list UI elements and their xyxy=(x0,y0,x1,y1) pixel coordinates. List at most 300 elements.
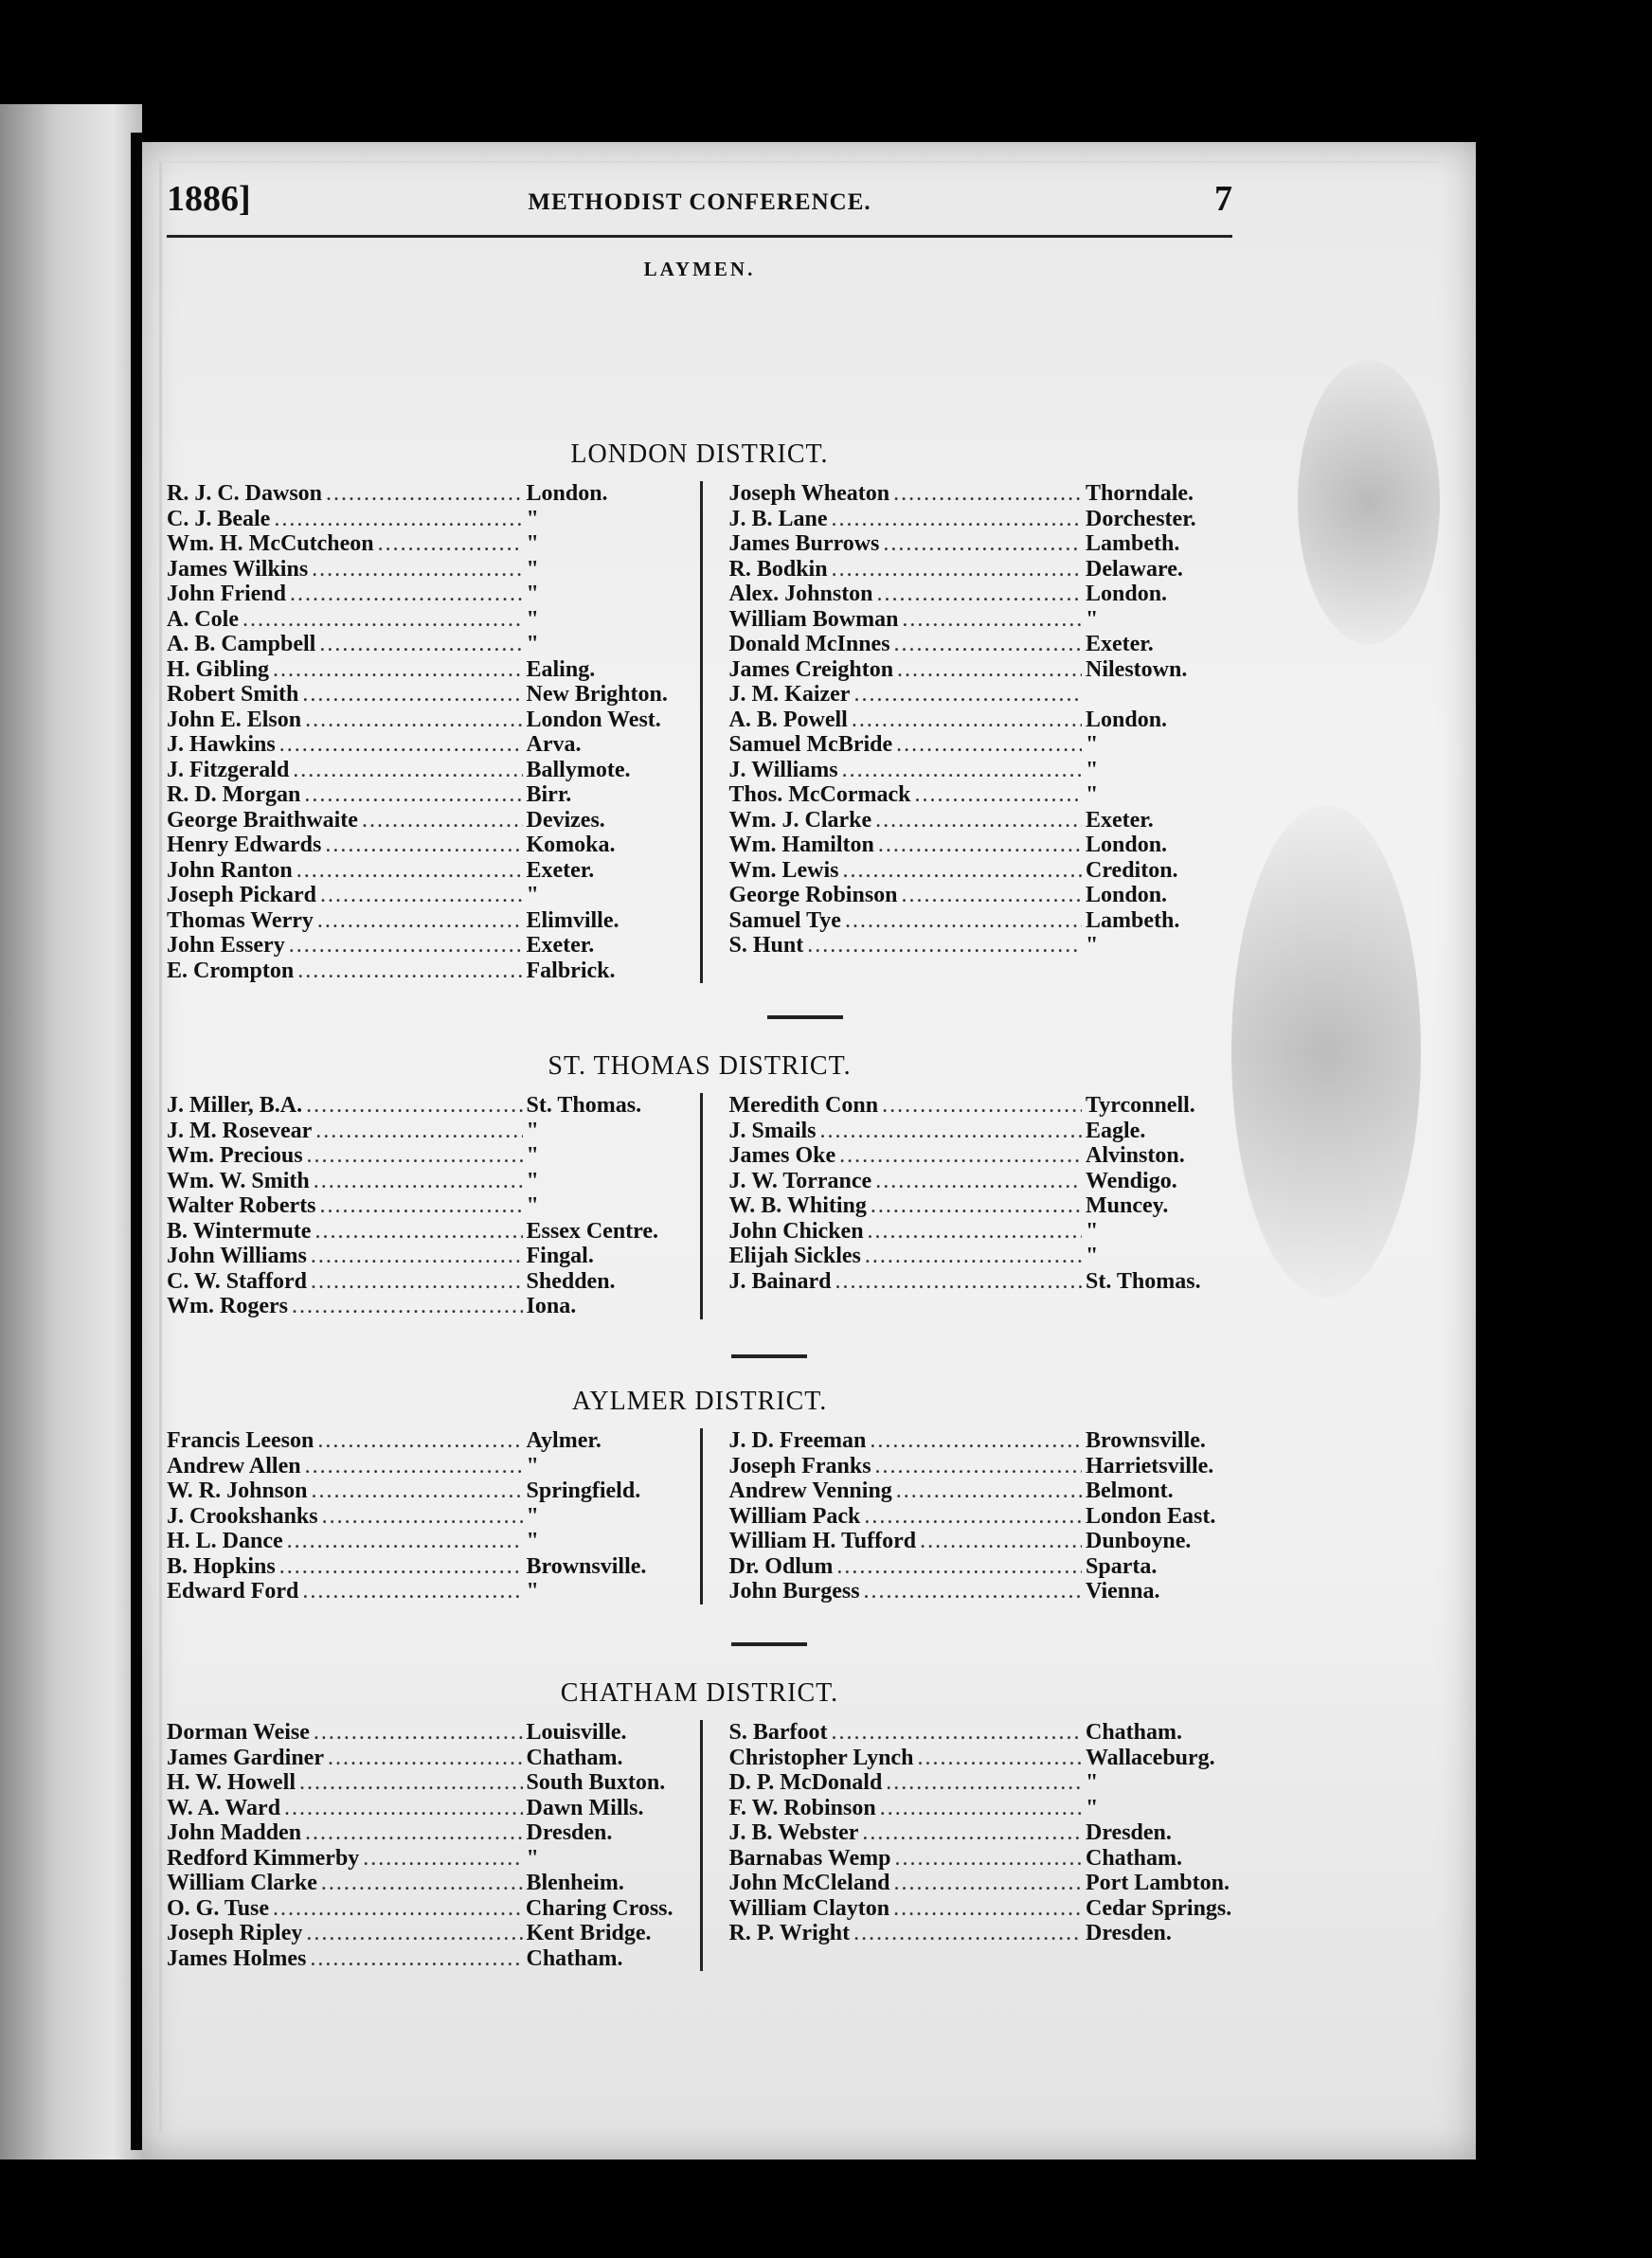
member-name: Wm. H. McCutcheon xyxy=(167,531,374,556)
member-place: " xyxy=(526,1143,539,1168)
member-place: " xyxy=(526,582,539,606)
member-place: " xyxy=(1086,1218,1099,1244)
member-row xyxy=(167,1504,673,1530)
leader-dots xyxy=(871,1193,1082,1218)
member-place: Alvinston. xyxy=(1086,1143,1185,1168)
member-name: F. W. Robinson xyxy=(728,1795,876,1820)
leader-dots xyxy=(897,657,1082,682)
member-place: " xyxy=(526,506,539,531)
member-name: J. B. Lane xyxy=(728,506,828,531)
member-place: St. Thomas. xyxy=(1086,1268,1201,1294)
member-row xyxy=(167,732,673,758)
member-row xyxy=(729,607,1233,633)
header-title: METHODIST CONFERENCE. xyxy=(528,189,871,215)
leader-dots xyxy=(868,1219,1082,1244)
district-title: ST. THOMAS DISTRICT. xyxy=(548,1051,852,1081)
member-place: " xyxy=(526,531,539,556)
leader-dots xyxy=(290,582,522,606)
leader-dots xyxy=(880,1796,1082,1820)
member-row xyxy=(167,833,673,858)
member-name: Christopher Lynch xyxy=(728,1745,914,1770)
member-place: Chatham. xyxy=(1086,1845,1183,1871)
member-name: Robert Smith xyxy=(167,682,299,707)
member-place: " xyxy=(1086,1770,1099,1795)
leader-dots xyxy=(299,1770,522,1795)
leader-dots xyxy=(273,657,522,682)
member-name: Samuel Tye xyxy=(728,907,841,933)
member-place: " xyxy=(526,1193,539,1218)
member-name: Meredith Conn xyxy=(728,1093,879,1118)
leader-dots xyxy=(296,858,523,883)
member-name: John Chicken xyxy=(728,1218,864,1244)
member-place: Tyrconnell. xyxy=(1086,1093,1195,1118)
member-row xyxy=(167,1294,673,1319)
leader-dots xyxy=(305,1454,523,1478)
member-row xyxy=(167,858,673,884)
member-row xyxy=(167,531,673,557)
member-name: James Creighton xyxy=(728,656,894,682)
member-place: Nilestown. xyxy=(1086,656,1188,682)
member-columns xyxy=(167,1428,1232,1604)
leader-dots xyxy=(306,1093,522,1118)
leader-dots xyxy=(862,1820,1082,1845)
member-name: John McCleland xyxy=(728,1871,890,1895)
member-place: Shedden. xyxy=(526,1268,616,1294)
member-place: " xyxy=(526,1503,539,1529)
leader-dots xyxy=(279,1554,523,1579)
member-row xyxy=(729,933,1233,959)
member-row xyxy=(729,1921,1233,1946)
member-row xyxy=(729,1193,1233,1219)
member-row xyxy=(729,1529,1233,1554)
member-place: " xyxy=(1086,782,1099,807)
member-place: Exeter. xyxy=(526,857,595,883)
member-place: London. xyxy=(526,481,608,506)
member-row xyxy=(167,883,673,908)
member-place: Brownsville. xyxy=(1086,1428,1206,1453)
member-name: Wm. Precious xyxy=(167,1143,303,1168)
member-place: Falbrick. xyxy=(526,958,616,983)
member-row xyxy=(167,582,673,607)
leader-dots xyxy=(843,858,1083,883)
member-row xyxy=(729,507,1233,532)
member-name: J. Williams xyxy=(728,757,838,782)
leader-dots xyxy=(835,1269,1082,1294)
member-column-right xyxy=(700,481,1233,983)
member-name: W. B. Whiting xyxy=(728,1193,867,1218)
member-row xyxy=(729,1746,1233,1771)
member-row xyxy=(729,1269,1233,1295)
member-name: J. D. Freeman xyxy=(728,1428,867,1453)
leader-dots xyxy=(883,531,1082,556)
section-divider xyxy=(731,1354,807,1358)
running-header xyxy=(167,178,1232,238)
member-column-right xyxy=(700,1428,1233,1604)
member-name: James Holmes xyxy=(167,1945,307,1971)
member-row xyxy=(729,682,1233,708)
member-place: " xyxy=(526,1453,539,1478)
member-name: W. A. Ward xyxy=(167,1795,281,1820)
member-name: J. Fitzgerald xyxy=(167,757,290,782)
member-name: Wm. W. Smith xyxy=(167,1168,310,1193)
leader-dots xyxy=(311,1244,523,1268)
member-name: William Clarke xyxy=(167,1871,317,1895)
leader-dots xyxy=(305,708,522,732)
member-place: Charing Cross. xyxy=(525,1895,673,1921)
member-row xyxy=(729,1428,1233,1454)
member-name: Elijah Sickles xyxy=(728,1244,861,1268)
member-name: R. P. Wright xyxy=(728,1921,851,1945)
member-row xyxy=(167,1820,673,1846)
leader-dots xyxy=(319,632,522,656)
member-row xyxy=(729,1846,1233,1872)
leader-dots xyxy=(832,557,1082,582)
member-row xyxy=(167,481,673,507)
leader-dots xyxy=(315,1119,522,1143)
member-name: H. W. Howell xyxy=(167,1770,296,1795)
member-row xyxy=(729,833,1233,858)
member-name: William Pack xyxy=(728,1503,861,1529)
member-place: London West. xyxy=(526,707,661,732)
leader-dots xyxy=(902,607,1082,632)
member-row xyxy=(167,1921,673,1946)
leader-dots xyxy=(363,1846,522,1871)
leader-dots xyxy=(875,1169,1082,1193)
member-column-left xyxy=(167,1428,700,1604)
member-row xyxy=(167,1428,673,1454)
member-name: Andrew Allen xyxy=(167,1453,301,1478)
member-row xyxy=(729,1143,1233,1169)
member-place: Vienna. xyxy=(1086,1579,1160,1604)
member-place: Delaware. xyxy=(1086,556,1183,582)
member-row xyxy=(167,1143,673,1169)
leader-dots xyxy=(893,481,1082,506)
member-name: A. Cole xyxy=(167,606,239,632)
leader-dots xyxy=(836,1554,1082,1579)
member-row xyxy=(729,908,1233,934)
leader-dots xyxy=(287,1529,523,1553)
leader-dots xyxy=(317,1428,522,1453)
member-place: Dorchester. xyxy=(1086,506,1196,531)
member-name: Thomas Werry xyxy=(167,907,314,933)
member-row xyxy=(167,959,673,984)
member-place: Arva. xyxy=(526,732,582,757)
member-name: O. G. Tuse xyxy=(167,1895,270,1921)
member-row xyxy=(729,782,1233,808)
member-name: Barnabas Wemp xyxy=(728,1845,891,1871)
member-place: Dunboyne. xyxy=(1086,1529,1192,1553)
member-place: " xyxy=(1086,757,1099,782)
member-name: Joseph Franks xyxy=(728,1453,871,1478)
member-place: Dresden. xyxy=(1086,1921,1172,1945)
member-place: Harrietsville. xyxy=(1086,1453,1214,1478)
member-place: Dawn Mills. xyxy=(526,1795,644,1820)
member-place: Louisville. xyxy=(526,1720,627,1745)
member-place: " xyxy=(526,1529,539,1553)
member-row xyxy=(729,883,1233,908)
leader-dots xyxy=(292,1294,523,1318)
member-place: Essex Centre. xyxy=(526,1218,659,1244)
member-name: R. J. C. Dawson xyxy=(167,481,323,506)
member-name: Wm. Hamilton xyxy=(728,833,874,857)
leader-dots xyxy=(321,1871,523,1895)
member-row xyxy=(167,1746,673,1771)
member-row xyxy=(167,607,673,633)
member-row xyxy=(729,1896,1233,1922)
member-place: " xyxy=(526,606,539,632)
member-row xyxy=(729,858,1233,884)
member-row xyxy=(167,1770,673,1796)
member-columns xyxy=(167,1093,1232,1319)
district-london xyxy=(167,438,1232,983)
member-place: Blenheim. xyxy=(526,1871,624,1895)
member-place: " xyxy=(526,1118,539,1143)
member-row xyxy=(729,632,1233,657)
member-name: George Robinson xyxy=(728,883,898,907)
member-name: C. J. Beale xyxy=(167,506,271,531)
member-row xyxy=(729,808,1233,833)
member-name: Dr. Odlum xyxy=(728,1553,834,1579)
member-column-left xyxy=(167,1720,700,1971)
member-name: Joseph Wheaton xyxy=(728,481,890,506)
member-place: " xyxy=(526,1168,539,1193)
member-name: William H. Tufford xyxy=(728,1529,917,1553)
member-place: Chatham. xyxy=(1086,1720,1183,1745)
member-name: H. Gibling xyxy=(167,656,270,682)
member-name: James Wilkins xyxy=(167,556,309,582)
member-row xyxy=(729,1579,1233,1604)
member-column-right xyxy=(700,1720,1233,1971)
member-place: New Brighton. xyxy=(526,682,668,707)
member-place: Brownsville. xyxy=(526,1553,647,1579)
leader-dots xyxy=(882,1093,1082,1118)
member-place: Thorndale. xyxy=(1086,481,1194,506)
member-row xyxy=(729,1720,1233,1746)
leader-dots xyxy=(307,1143,523,1168)
member-place: Springfield. xyxy=(526,1478,641,1503)
section-divider xyxy=(731,1642,807,1646)
member-row xyxy=(167,632,673,657)
leader-dots xyxy=(274,507,522,531)
member-name: A. B. Campbell xyxy=(167,632,316,656)
district-aylmer xyxy=(167,1385,1232,1604)
member-row xyxy=(167,808,673,833)
member-row xyxy=(167,1193,673,1219)
page-stain xyxy=(1298,360,1440,644)
member-name: Edward Ford xyxy=(167,1579,299,1604)
member-place: Fingal. xyxy=(526,1244,594,1268)
leader-dots xyxy=(314,1720,523,1745)
member-name: James Oke xyxy=(728,1143,836,1168)
member-row xyxy=(167,1219,673,1245)
member-name: A. B. Powell xyxy=(728,707,848,732)
member-row xyxy=(167,507,673,532)
member-name: John Burgess xyxy=(728,1579,860,1604)
member-place: Birr. xyxy=(526,782,572,807)
section-divider xyxy=(767,1015,843,1019)
leader-dots xyxy=(886,1770,1082,1795)
member-column-left xyxy=(167,481,700,983)
member-place: Aylmer. xyxy=(526,1428,602,1453)
member-name: John E. Elson xyxy=(167,707,302,732)
member-name: W. R. Johnson xyxy=(167,1478,308,1503)
member-name: George Braithwaite xyxy=(167,807,358,833)
member-name: John Friend xyxy=(167,582,287,606)
member-row xyxy=(729,1554,1233,1580)
member-place: Wendigo. xyxy=(1086,1168,1177,1193)
leader-dots xyxy=(304,782,522,807)
member-row xyxy=(729,1820,1233,1846)
member-name: B. Hopkins xyxy=(167,1553,276,1579)
leader-dots xyxy=(839,1143,1082,1168)
member-row xyxy=(729,1244,1233,1269)
member-place: Kent Bridge. xyxy=(526,1921,652,1945)
leader-dots xyxy=(875,808,1082,833)
header-year: 1886] xyxy=(167,179,251,219)
member-row xyxy=(167,657,673,683)
leader-dots xyxy=(864,1579,1082,1604)
district-chatham xyxy=(167,1676,1232,1971)
leader-dots xyxy=(877,582,1082,606)
leader-dots xyxy=(894,1846,1082,1871)
leader-dots xyxy=(875,1454,1082,1478)
member-row xyxy=(729,1119,1233,1144)
member-place: London. xyxy=(1086,582,1168,606)
member-name: Redford Kimmerby xyxy=(167,1845,360,1871)
leader-dots xyxy=(312,557,522,582)
member-row xyxy=(167,1554,673,1580)
member-place: Exeter. xyxy=(1086,632,1154,656)
member-name: R. D. Morgan xyxy=(167,782,301,807)
leader-dots xyxy=(920,1529,1082,1553)
leader-dots xyxy=(305,1820,522,1845)
member-place: " xyxy=(1086,606,1099,632)
member-name: William Bowman xyxy=(728,606,899,632)
member-name: John Essery xyxy=(167,933,285,958)
member-place: Sparta. xyxy=(1086,1553,1158,1579)
leader-dots xyxy=(310,1946,522,1971)
leader-dots xyxy=(273,1896,522,1921)
member-place: " xyxy=(526,883,539,907)
facing-page-edge xyxy=(0,104,142,2159)
member-place: Dresden. xyxy=(1086,1820,1172,1845)
member-name: John Madden xyxy=(167,1820,302,1845)
district-title: CHATHAM DISTRICT. xyxy=(560,1678,839,1708)
leader-dots xyxy=(807,933,1082,958)
member-row xyxy=(167,1529,673,1554)
member-place: Dresden. xyxy=(526,1820,613,1845)
member-name: Andrew Venning xyxy=(728,1478,892,1503)
member-place: Komoka. xyxy=(526,833,616,857)
member-name: Joseph Ripley xyxy=(167,1921,303,1945)
member-row xyxy=(167,1796,673,1821)
page-number: 7 xyxy=(1214,179,1232,219)
member-place: Muncey. xyxy=(1086,1193,1169,1218)
leader-dots xyxy=(853,1921,1082,1945)
leader-dots xyxy=(314,1219,522,1244)
member-row xyxy=(167,1720,673,1746)
member-row xyxy=(729,1871,1233,1896)
member-columns xyxy=(167,481,1232,983)
member-name: J. W. Torrance xyxy=(728,1168,872,1193)
member-name: B. Wintermute xyxy=(167,1218,312,1244)
member-name: James Gardiner xyxy=(167,1745,324,1770)
member-name: D. P. McDonald xyxy=(728,1770,883,1795)
member-name: Wm. Lewis xyxy=(728,857,839,883)
member-row xyxy=(729,481,1233,507)
member-row xyxy=(167,682,673,708)
leader-dots xyxy=(378,531,523,556)
leader-dots xyxy=(832,1720,1083,1745)
member-place: " xyxy=(1086,732,1099,757)
member-row xyxy=(167,782,673,808)
leader-dots xyxy=(314,1169,523,1193)
member-name: S. Barfoot xyxy=(728,1720,828,1745)
member-place: London East. xyxy=(1086,1503,1216,1529)
leader-dots xyxy=(917,1746,1082,1770)
member-place: " xyxy=(1086,1795,1099,1820)
member-row xyxy=(167,1244,673,1269)
leader-dots xyxy=(865,1244,1082,1268)
member-row xyxy=(729,531,1233,557)
leader-dots xyxy=(894,632,1082,656)
leader-dots xyxy=(914,782,1082,807)
member-row xyxy=(167,557,673,582)
member-place: London. xyxy=(1086,833,1168,857)
member-place: St. Thomas. xyxy=(526,1093,642,1118)
member-name: J. M. Rosevear xyxy=(167,1118,313,1143)
leader-dots xyxy=(845,908,1082,933)
member-row xyxy=(729,582,1233,607)
member-row xyxy=(729,1478,1233,1504)
leader-dots xyxy=(896,732,1082,757)
member-row xyxy=(167,1946,673,1972)
member-place: Lambeth. xyxy=(1086,907,1180,933)
member-place: Crediton. xyxy=(1086,857,1178,883)
leader-dots xyxy=(864,1504,1082,1529)
member-place: Ballymote. xyxy=(526,757,631,782)
member-row xyxy=(167,758,673,783)
leader-dots xyxy=(852,708,1082,732)
member-place: " xyxy=(526,1579,539,1604)
member-row xyxy=(167,1269,673,1295)
member-column-right xyxy=(700,1093,1233,1319)
member-row xyxy=(167,1478,673,1504)
leader-dots xyxy=(896,1478,1082,1503)
member-name: C. W. Stafford xyxy=(167,1268,308,1294)
member-place: Ealing. xyxy=(526,656,596,682)
member-place: " xyxy=(526,632,539,656)
member-row xyxy=(167,708,673,733)
leader-dots xyxy=(842,758,1082,782)
leader-dots xyxy=(326,481,522,506)
leader-dots xyxy=(902,883,1082,907)
member-name: Henry Edwards xyxy=(167,833,322,857)
member-name: Dorman Weise xyxy=(167,1720,310,1745)
leader-dots xyxy=(893,1896,1082,1921)
member-name: Wm. Rogers xyxy=(167,1294,288,1318)
section-label: LAYMEN. xyxy=(643,258,756,280)
leader-dots xyxy=(297,959,522,983)
member-row xyxy=(729,1219,1233,1245)
district-title: AYLMER DISTRICT. xyxy=(571,1387,828,1416)
page-stain xyxy=(1231,805,1421,1298)
leader-dots xyxy=(312,1478,523,1503)
leader-dots xyxy=(302,1579,522,1604)
member-row xyxy=(729,657,1233,683)
leader-dots xyxy=(242,607,523,632)
leader-dots xyxy=(293,758,522,782)
